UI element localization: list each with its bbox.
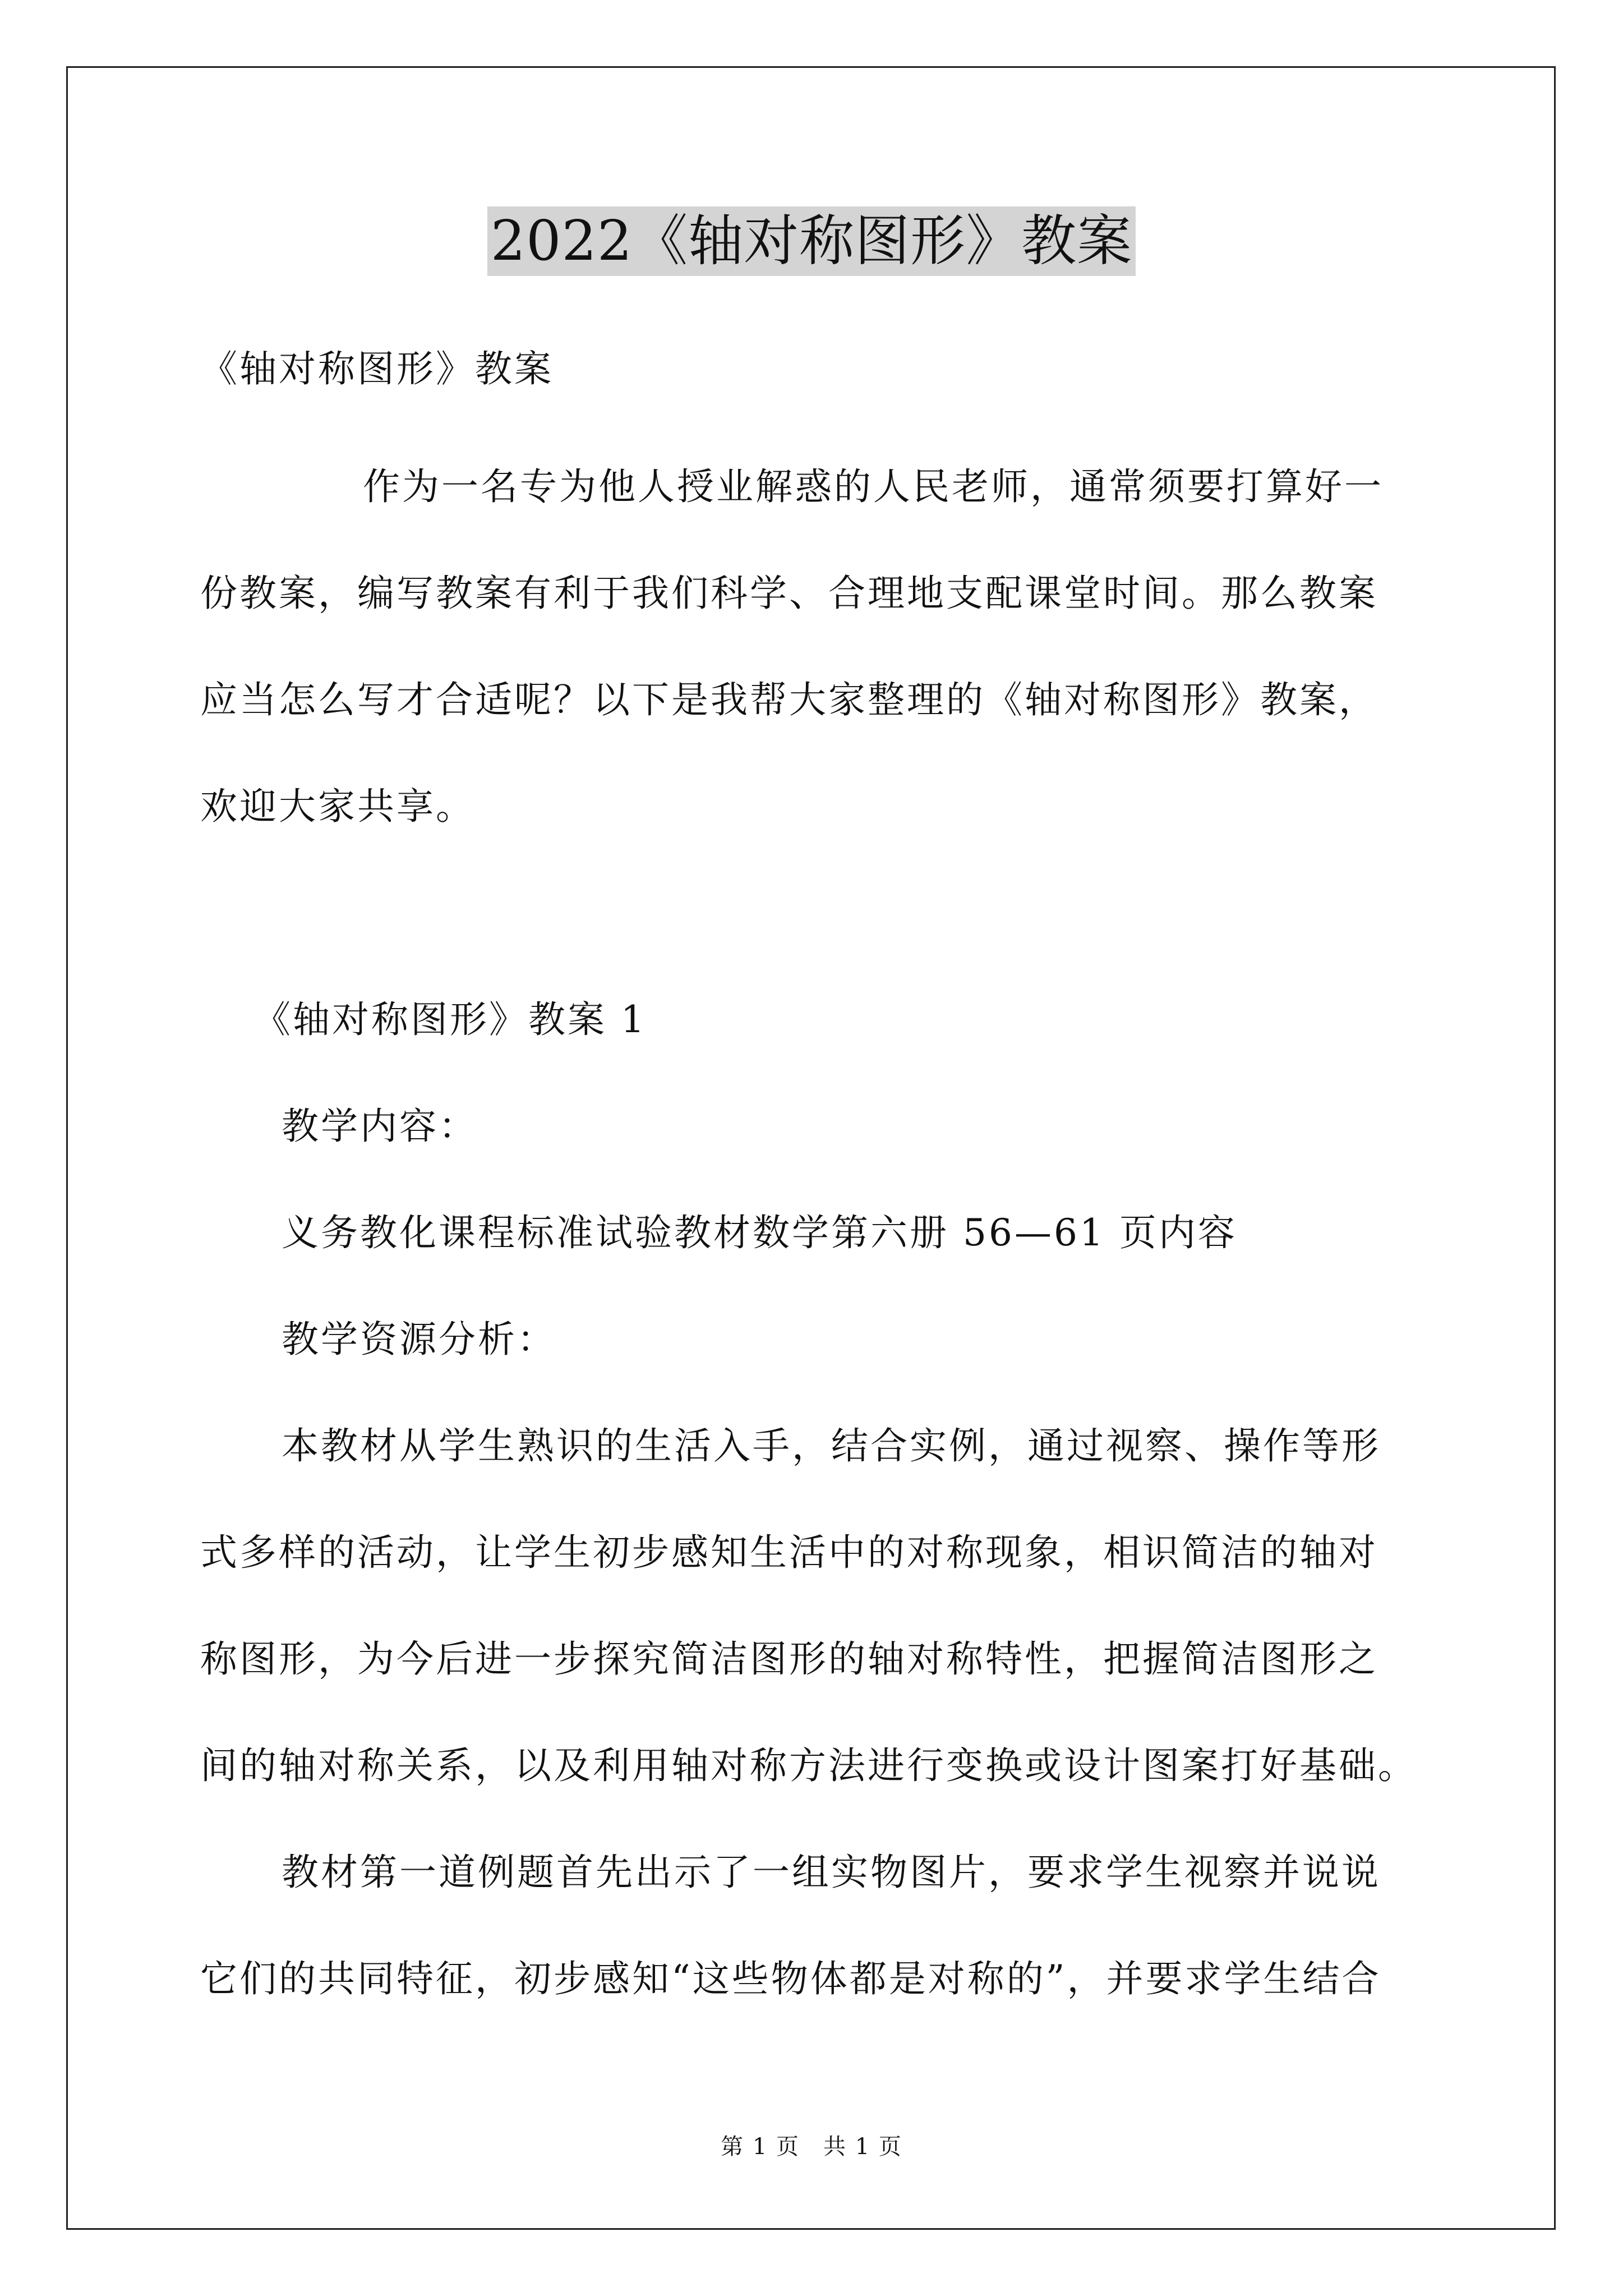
intro-line-2: 份教案，编写教案有利于我们科学、合理地支配课堂时间。那么教案 xyxy=(200,572,1378,615)
document-title: 2022《轴对称图形》教案 xyxy=(487,206,1136,276)
content-text: 义务教化课程标准试验教材数学第六册 56—61 页内容 xyxy=(282,1211,1237,1254)
section-heading: 《轴对称图形》教案 1 xyxy=(253,998,647,1041)
analysis-line-1: 本教材从学生熟识的生活入手，结合实例，通过视察、操作等形 xyxy=(282,1424,1381,1467)
content-label: 教学内容： xyxy=(282,1105,478,1148)
analysis-line-4: 间的轴对称关系，以及利用轴对称方法进行变换或设计图案打好基础。 xyxy=(200,1744,1417,1787)
intro-line-1: 作为一名专为他人授业解惑的人民老师，通常须要打算好一 xyxy=(363,465,1384,508)
analysis-line-3: 称图形，为今后进一步探究简洁图形的轴对称特性，把握简洁图形之 xyxy=(200,1637,1378,1681)
example-line-1: 教材第一道例题首先出示了一组实物图片，要求学生视察并说说 xyxy=(282,1851,1381,1894)
example-line-2: 它们的共同特征，初步感知“这些物体都是对称的”，并要求学生结合 xyxy=(200,1957,1381,2000)
page-footer: 第 1 页 共 1 页 xyxy=(721,2134,902,2160)
analysis-label: 教学资源分析： xyxy=(282,1318,556,1361)
title-wrapper xyxy=(0,206,1623,276)
document-subtitle: 《轴对称图形》教案 xyxy=(200,347,554,390)
analysis-line-2: 式多样的活动，让学生初步感知生活中的对称现象，相识简洁的轴对 xyxy=(200,1531,1378,1574)
intro-line-4: 欢迎大家共享。 xyxy=(200,785,475,828)
intro-line-3: 应当怎么写才合适呢？以下是我帮大家整理的《轴对称图形》教案， xyxy=(200,678,1378,721)
